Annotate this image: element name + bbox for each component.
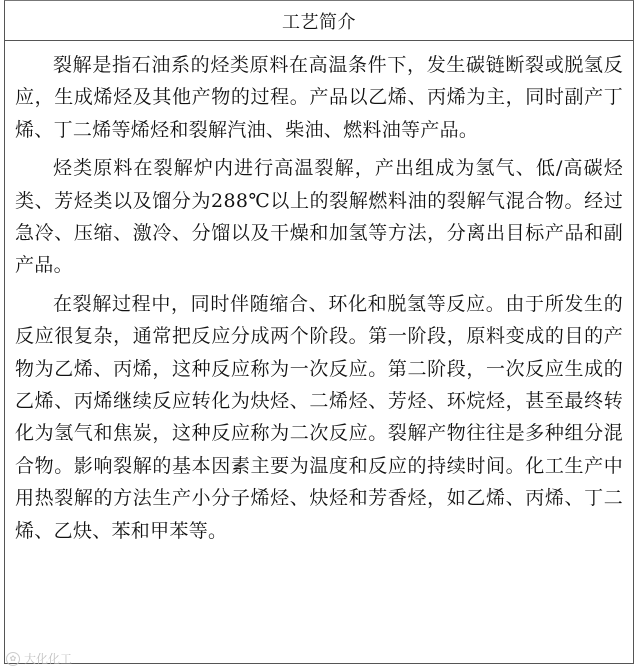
watermark-text: 大化化工 — [24, 652, 73, 666]
table-body-cell — [5, 41, 633, 547]
paragraph-cracking-definition: 裂解是指石油系的烃类原料在高温条件下，发生碳链断裂或脱氢反应，生成烯烃及其他产物的过程。产品以乙烯、丙烯为主，同时副产丁烯、丁二烯等烯烃和裂解汽油、柴油、燃料油等产品。 — [15, 54, 623, 141]
section-title: 工艺简介 — [282, 11, 356, 33]
paragraph-cracking-process: 烃类原料在裂解炉内进行高温裂解，产出组成为氢气、低/高碳烃类、芳烃类以及馏分为288℃以上的裂解燃料油的裂解气混合物。经过急冷、压缩、激冷、分馏以及干燥和加氢等方法，分离出目标产品和副产品。 — [15, 157, 623, 277]
watermark-logo-icon: ✿ — [6, 652, 20, 666]
table-header-cell — [5, 1, 633, 41]
watermark — [6, 650, 72, 667]
paragraph-reaction-stages: 在裂解过程中，同时伴随缩合、环化和脱氢等反应。由于所发生的反应很复杂，通常把反应分成两个阶段。第一阶段，原料变成的目的产物为乙烯、丙烯，这种反应称为一次反应。第二阶段，一次反应生成的乙烯、丙烯继续反应转化为炔烃、二烯烃、芳烃、环烷烃，甚至最终转化为氢气和焦炭，这种反应称为二次反应。裂解产物往往是多种组分混合物。影响裂解的基本因素主要为温度和反应的持续时间。化工生产中用热裂解的方法生产小分子烯烃、炔烃和芳香烃，如乙烯、丙烯、丁二烯、乙炔、苯和甲苯等。 — [15, 292, 623, 542]
document-table — [4, 0, 634, 664]
